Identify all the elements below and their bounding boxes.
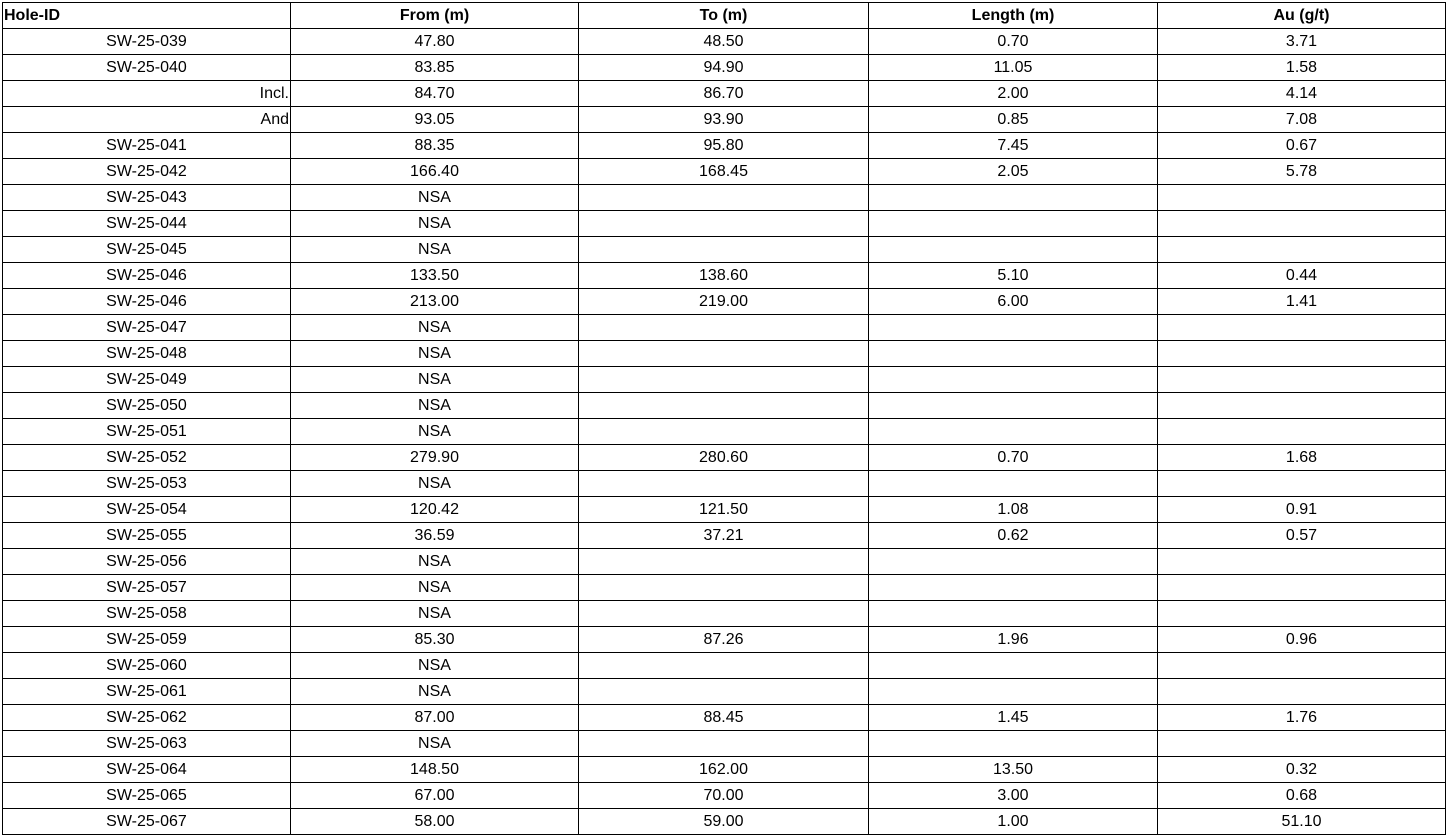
from-cell: NSA	[291, 419, 579, 445]
au-grade-cell: 7.08	[1158, 107, 1446, 133]
from-cell: 120.42	[291, 497, 579, 523]
to-cell: 70.00	[579, 783, 869, 809]
au-grade-cell	[1158, 679, 1446, 705]
hole-id-cell: SW-25-064	[3, 757, 291, 783]
au-grade-cell: 1.68	[1158, 445, 1446, 471]
column-header-au: Au (g/t)	[1158, 3, 1446, 29]
column-header-length: Length (m)	[869, 3, 1158, 29]
hole-id-cell: SW-25-062	[3, 705, 291, 731]
column-header-hole-id: Hole-ID	[3, 3, 291, 29]
table-row	[3, 185, 1446, 211]
au-grade-cell	[1158, 731, 1446, 757]
au-grade-cell	[1158, 575, 1446, 601]
from-cell: 88.35	[291, 133, 579, 159]
to-cell: 168.45	[579, 159, 869, 185]
hole-id-cell: SW-25-053	[3, 471, 291, 497]
au-grade-cell	[1158, 315, 1446, 341]
to-cell	[579, 679, 869, 705]
table-row	[3, 29, 1446, 55]
hole-id-cell: SW-25-046	[3, 289, 291, 315]
au-grade-cell: 1.76	[1158, 705, 1446, 731]
au-grade-cell: 4.14	[1158, 81, 1446, 107]
to-cell: 37.21	[579, 523, 869, 549]
length-cell	[869, 731, 1158, 757]
to-cell	[579, 549, 869, 575]
from-cell: NSA	[291, 393, 579, 419]
hole-id-cell: SW-25-041	[3, 133, 291, 159]
table-row	[3, 237, 1446, 263]
from-cell: 58.00	[291, 809, 579, 835]
hole-id-cell: SW-25-056	[3, 549, 291, 575]
to-cell: 219.00	[579, 289, 869, 315]
length-cell: 11.05	[869, 55, 1158, 81]
hole-id-cell: SW-25-065	[3, 783, 291, 809]
length-cell: 1.00	[869, 809, 1158, 835]
from-cell: NSA	[291, 601, 579, 627]
length-cell	[869, 601, 1158, 627]
table-row	[3, 653, 1446, 679]
length-cell	[869, 549, 1158, 575]
to-cell: 162.00	[579, 757, 869, 783]
to-cell: 48.50	[579, 29, 869, 55]
length-cell	[869, 237, 1158, 263]
to-cell	[579, 211, 869, 237]
length-cell	[869, 341, 1158, 367]
au-grade-cell: 0.32	[1158, 757, 1446, 783]
from-cell: 67.00	[291, 783, 579, 809]
hole-id-cell: SW-25-063	[3, 731, 291, 757]
length-cell	[869, 315, 1158, 341]
to-cell	[579, 471, 869, 497]
length-cell: 1.08	[869, 497, 1158, 523]
assay-results-table	[2, 2, 1446, 835]
from-cell: 279.90	[291, 445, 579, 471]
length-cell: 0.62	[869, 523, 1158, 549]
au-grade-cell: 1.41	[1158, 289, 1446, 315]
from-cell: NSA	[291, 549, 579, 575]
table-row	[3, 341, 1446, 367]
from-cell: 85.30	[291, 627, 579, 653]
au-grade-cell	[1158, 393, 1446, 419]
to-cell	[579, 601, 869, 627]
table-row	[3, 107, 1446, 133]
to-cell: 87.26	[579, 627, 869, 653]
au-grade-cell	[1158, 185, 1446, 211]
from-cell: 213.00	[291, 289, 579, 315]
from-cell: 36.59	[291, 523, 579, 549]
to-cell	[579, 185, 869, 211]
to-cell	[579, 315, 869, 341]
hole-id-cell: SW-25-047	[3, 315, 291, 341]
from-cell: NSA	[291, 653, 579, 679]
to-cell: 95.80	[579, 133, 869, 159]
table-row	[3, 445, 1446, 471]
hole-id-cell: SW-25-049	[3, 367, 291, 393]
from-cell: NSA	[291, 237, 579, 263]
hole-id-cell: SW-25-067	[3, 809, 291, 835]
length-cell: 0.70	[869, 29, 1158, 55]
hole-id-cell: SW-25-058	[3, 601, 291, 627]
hole-id-cell: SW-25-054	[3, 497, 291, 523]
table-row	[3, 757, 1446, 783]
table-row	[3, 809, 1446, 835]
table-row	[3, 627, 1446, 653]
hole-id-cell: SW-25-059	[3, 627, 291, 653]
length-cell: 0.85	[869, 107, 1158, 133]
from-cell: NSA	[291, 471, 579, 497]
length-cell	[869, 367, 1158, 393]
from-cell: 47.80	[291, 29, 579, 55]
table-row	[3, 731, 1446, 757]
au-grade-cell: 0.68	[1158, 783, 1446, 809]
table-row	[3, 679, 1446, 705]
length-cell: 6.00	[869, 289, 1158, 315]
column-header-from: From (m)	[291, 3, 579, 29]
length-cell: 1.96	[869, 627, 1158, 653]
hole-id-cell: SW-25-045	[3, 237, 291, 263]
hole-id-cell: SW-25-057	[3, 575, 291, 601]
hole-id-cell: SW-25-060	[3, 653, 291, 679]
to-cell	[579, 731, 869, 757]
length-cell: 13.50	[869, 757, 1158, 783]
table-row	[3, 549, 1446, 575]
hole-id-cell: SW-25-050	[3, 393, 291, 419]
au-grade-cell: 51.10	[1158, 809, 1446, 835]
to-cell	[579, 341, 869, 367]
au-grade-cell: 3.71	[1158, 29, 1446, 55]
hole-id-cell: And	[3, 107, 291, 133]
length-cell: 1.45	[869, 705, 1158, 731]
table-body	[3, 29, 1446, 835]
hole-id-cell: SW-25-051	[3, 419, 291, 445]
table-row	[3, 471, 1446, 497]
column-header-to: To (m)	[579, 3, 869, 29]
from-cell: NSA	[291, 367, 579, 393]
to-cell	[579, 237, 869, 263]
au-grade-cell	[1158, 367, 1446, 393]
length-cell	[869, 653, 1158, 679]
to-cell: 280.60	[579, 445, 869, 471]
length-cell	[869, 185, 1158, 211]
from-cell: NSA	[291, 185, 579, 211]
au-grade-cell	[1158, 419, 1446, 445]
table-row	[3, 601, 1446, 627]
length-cell: 7.45	[869, 133, 1158, 159]
to-cell	[579, 393, 869, 419]
hole-id-cell: SW-25-061	[3, 679, 291, 705]
from-cell: NSA	[291, 679, 579, 705]
from-cell: NSA	[291, 341, 579, 367]
length-cell	[869, 419, 1158, 445]
to-cell: 88.45	[579, 705, 869, 731]
au-grade-cell: 0.44	[1158, 263, 1446, 289]
to-cell: 59.00	[579, 809, 869, 835]
length-cell	[869, 679, 1158, 705]
to-cell	[579, 367, 869, 393]
to-cell: 93.90	[579, 107, 869, 133]
hole-id-cell: SW-25-052	[3, 445, 291, 471]
hole-id-cell: SW-25-040	[3, 55, 291, 81]
au-grade-cell	[1158, 211, 1446, 237]
from-cell: 83.85	[291, 55, 579, 81]
hole-id-cell: SW-25-042	[3, 159, 291, 185]
hole-id-cell: SW-25-055	[3, 523, 291, 549]
table-row	[3, 393, 1446, 419]
table-row	[3, 315, 1446, 341]
table-row	[3, 783, 1446, 809]
from-cell: 133.50	[291, 263, 579, 289]
au-grade-cell	[1158, 549, 1446, 575]
length-cell: 3.00	[869, 783, 1158, 809]
table-row	[3, 159, 1446, 185]
length-cell: 2.05	[869, 159, 1158, 185]
to-cell: 94.90	[579, 55, 869, 81]
length-cell	[869, 471, 1158, 497]
au-grade-cell	[1158, 341, 1446, 367]
from-cell: NSA	[291, 315, 579, 341]
au-grade-cell	[1158, 471, 1446, 497]
au-grade-cell	[1158, 237, 1446, 263]
au-grade-cell: 0.96	[1158, 627, 1446, 653]
length-cell: 5.10	[869, 263, 1158, 289]
table-row	[3, 575, 1446, 601]
au-grade-cell: 0.91	[1158, 497, 1446, 523]
table-row	[3, 55, 1446, 81]
au-grade-cell: 0.67	[1158, 133, 1446, 159]
table-row	[3, 419, 1446, 445]
table-row	[3, 289, 1446, 315]
from-cell: NSA	[291, 575, 579, 601]
to-cell	[579, 653, 869, 679]
to-cell	[579, 575, 869, 601]
from-cell: NSA	[291, 731, 579, 757]
table-row	[3, 263, 1446, 289]
hole-id-cell: Incl.	[3, 81, 291, 107]
length-cell	[869, 393, 1158, 419]
table-row	[3, 211, 1446, 237]
au-grade-cell: 0.57	[1158, 523, 1446, 549]
table-row	[3, 133, 1446, 159]
from-cell: 87.00	[291, 705, 579, 731]
hole-id-cell: SW-25-046	[3, 263, 291, 289]
length-cell: 0.70	[869, 445, 1158, 471]
hole-id-cell: SW-25-043	[3, 185, 291, 211]
au-grade-cell	[1158, 653, 1446, 679]
table-row	[3, 705, 1446, 731]
table-row	[3, 367, 1446, 393]
from-cell: 166.40	[291, 159, 579, 185]
from-cell: 148.50	[291, 757, 579, 783]
length-cell	[869, 575, 1158, 601]
table-row	[3, 523, 1446, 549]
au-grade-cell: 1.58	[1158, 55, 1446, 81]
table-row	[3, 81, 1446, 107]
length-cell: 2.00	[869, 81, 1158, 107]
from-cell: 84.70	[291, 81, 579, 107]
to-cell: 121.50	[579, 497, 869, 523]
to-cell	[579, 419, 869, 445]
hole-id-cell: SW-25-039	[3, 29, 291, 55]
table-row	[3, 497, 1446, 523]
length-cell	[869, 211, 1158, 237]
hole-id-cell: SW-25-044	[3, 211, 291, 237]
to-cell: 138.60	[579, 263, 869, 289]
from-cell: NSA	[291, 211, 579, 237]
from-cell: 93.05	[291, 107, 579, 133]
au-grade-cell: 5.78	[1158, 159, 1446, 185]
header-row	[3, 3, 1446, 29]
to-cell: 86.70	[579, 81, 869, 107]
au-grade-cell	[1158, 601, 1446, 627]
hole-id-cell: SW-25-048	[3, 341, 291, 367]
